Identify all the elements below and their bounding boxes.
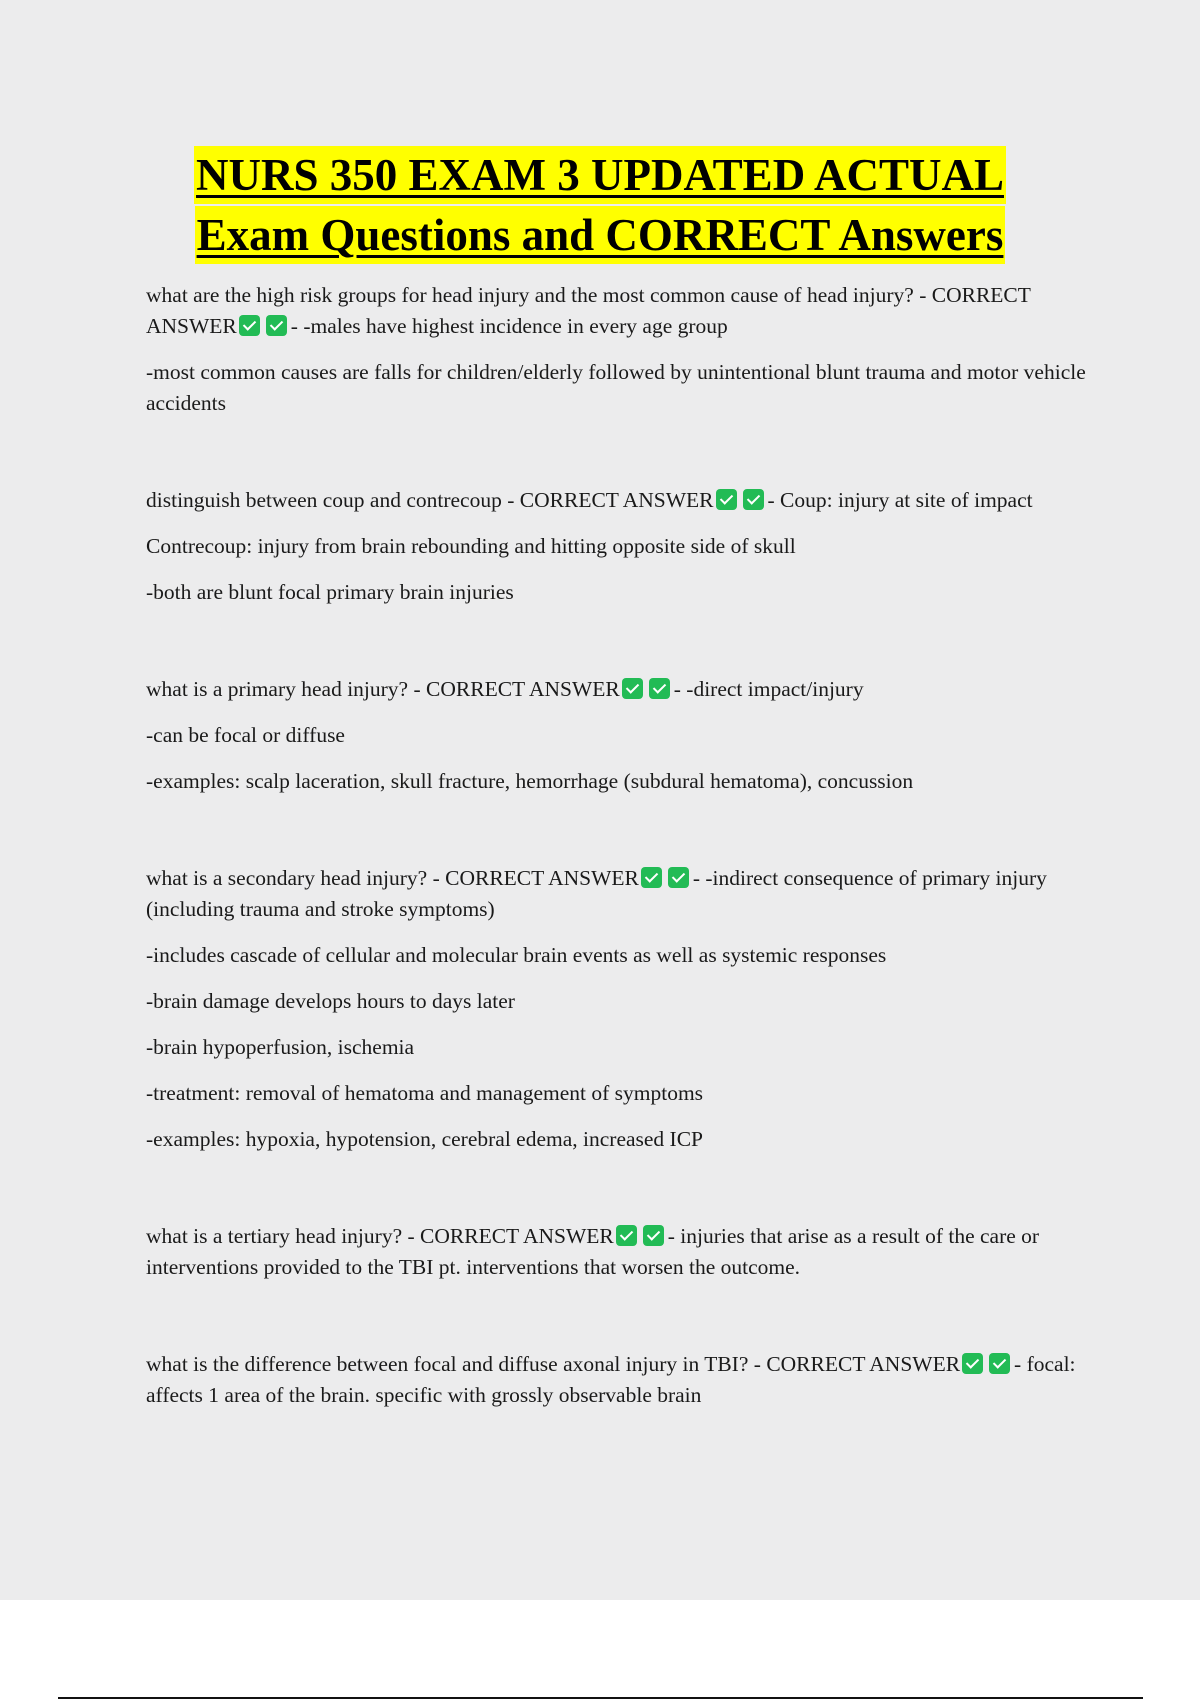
qa-item	[146, 1349, 1086, 1411]
check-mark-icon	[622, 678, 643, 699]
answer-note: -most common causes are falls for children/elderly followed by unintentional blunt trauma and motor vehicle accidents	[146, 360, 1086, 415]
check-mark-icon	[643, 1225, 664, 1246]
qa-list	[146, 280, 1086, 1477]
answer-note: -brain hypoperfusion, ischemia	[146, 1035, 415, 1059]
question-text: what is a secondary head injury? -	[146, 866, 446, 890]
correct-answer-label: CORRECT ANSWER	[420, 1224, 614, 1248]
correct-answer-label: CORRECT ANSWER	[146, 283, 1031, 338]
qa-item	[146, 674, 1086, 797]
answer-note: Contrecoup: injury from brain rebounding and hitting opposite side of skull	[146, 534, 796, 558]
answer-text: - Coup: injury at site of impact	[767, 488, 1033, 512]
answer-note: -brain damage develops hours to days later	[146, 989, 515, 1013]
correct-answer-label: CORRECT ANSWER	[519, 488, 714, 512]
answer-note: -treatment: removal of hematoma and management of symptoms	[146, 1081, 704, 1105]
title-line-2: Exam Questions and CORRECT Answers	[195, 206, 1006, 264]
check-mark-icon	[716, 489, 737, 510]
answer-text: - -indirect consequence of primary injury (including trauma and stroke symptoms)	[146, 866, 1047, 921]
question-paragraph	[146, 674, 1086, 705]
answer-note: -examples: scalp laceration, skull fracture, hemorrhage (subdural hematoma), concussion	[146, 769, 914, 793]
question-paragraph	[146, 485, 1086, 516]
qa-item	[146, 280, 1086, 419]
correct-answer-label: CORRECT ANSWER	[445, 866, 639, 890]
check-mark-icon	[743, 489, 764, 510]
question-paragraph	[146, 280, 1086, 342]
correct-answer-label: CORRECT ANSWER	[426, 677, 620, 701]
answer-text: - focal: affects 1 area of the brain. specific with grossly observable brain	[146, 1352, 1076, 1407]
check-mark-icon	[616, 1225, 637, 1246]
question-text: what is the difference between focal and diffuse axonal injury in TBI? -	[146, 1352, 767, 1376]
question-text: what is a tertiary head injury? -	[146, 1224, 421, 1248]
check-mark-icon	[962, 1353, 983, 1374]
check-mark-icon	[668, 867, 689, 888]
title-line-1: NURS 350 EXAM 3 UPDATED ACTUAL	[194, 146, 1006, 204]
answer-text: - injuries that arise as a result of the care or interventions provided to the TBI pt. interventions that worsen the outcome.	[146, 1224, 1040, 1279]
check-mark-icon	[641, 867, 662, 888]
qa-item	[146, 1221, 1086, 1283]
answer-note: -both are blunt focal primary brain injuries	[146, 580, 514, 604]
document-title	[0, 146, 1200, 264]
question-text: distinguish between coup and contrecoup -	[146, 488, 520, 512]
question-text: what are the high risk groups for head injury and the most common cause of head injury? -	[146, 283, 932, 307]
answer-text: - -direct impact/injury	[673, 677, 864, 701]
qa-item	[146, 485, 1086, 608]
answer-text: - -males have highest incidence in every age group	[290, 314, 728, 338]
question-paragraph	[146, 1221, 1086, 1283]
correct-answer-label: CORRECT ANSWER	[766, 1352, 961, 1376]
question-paragraph	[146, 1349, 1086, 1411]
check-mark-icon	[266, 315, 287, 336]
check-mark-icon	[989, 1353, 1010, 1374]
answer-note: -can be focal or diffuse	[146, 723, 345, 747]
answer-note: -includes cascade of cellular and molecular brain events as well as systemic responses	[146, 943, 887, 967]
qa-item	[146, 863, 1086, 1155]
question-paragraph	[146, 863, 1086, 925]
check-mark-icon	[649, 678, 670, 699]
question-text: what is a primary head injury? -	[146, 677, 427, 701]
page-divider	[58, 1697, 1143, 1699]
check-mark-icon	[239, 315, 260, 336]
answer-note: -examples: hypoxia, hypotension, cerebral edema, increased ICP	[146, 1127, 704, 1151]
